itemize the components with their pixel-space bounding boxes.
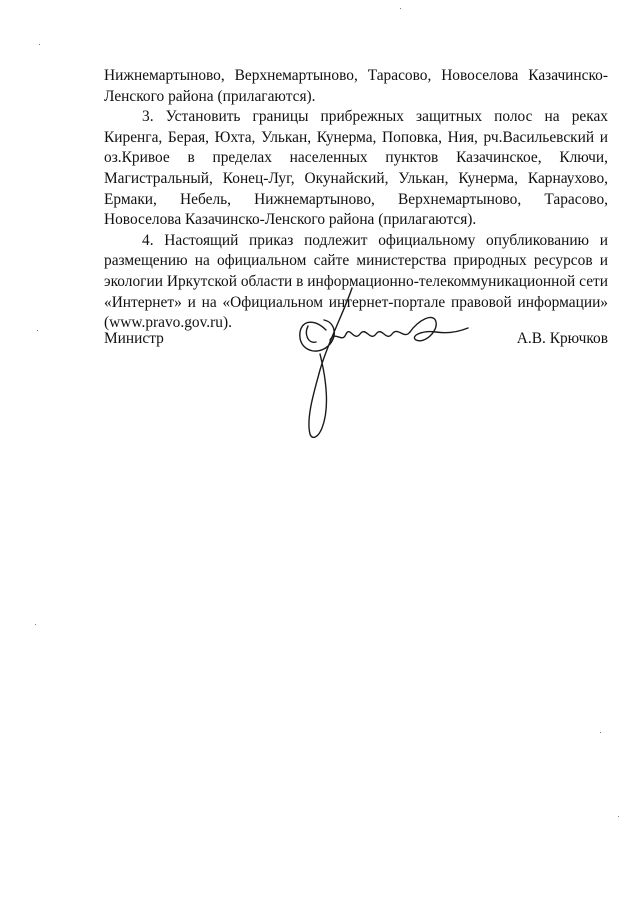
scan-speck bbox=[600, 732, 601, 733]
signature-row bbox=[104, 330, 608, 352]
signatory-name: А.В. Крючков bbox=[516, 330, 608, 347]
handwritten-signature bbox=[286, 282, 476, 442]
scan-speck bbox=[39, 44, 40, 45]
position-title: Министр bbox=[104, 330, 164, 347]
paragraph-item-3: 3. Установить границы прибрежных защитных полос на реках Киренга, Берая, Юхта, Улькан, Кунерма, Поповка, Ния, рч.Васильевский и оз.Кривое в пределах населенных пунктов Казачинское, Ключи, Магистральный, Конец-Луг, Окунайский, Улькан, Кунерма, Карнаухово, Ермаки, Небель, Нижнемартыново, Верхнемартыново, Тарасово, Новоселова Казачинско-Ленского района (прилагаются). bbox=[104, 108, 608, 229]
paragraph-item-4: 4. Настоящий приказ подлежит официальному опубликованию и размещению на официальном сайте министерства природных ресурсов и экологии Иркутской области в информационно-телекоммуникационной сети «Интернет» и на «Официальном интернет-портале правовой информации» (www.pravo.gov.ru). bbox=[104, 231, 608, 332]
paragraph-continuation: Нижнемартыново, Верхнемартыново, Тарасово, Новоселова Казачинско-Ленского района (прилагаются). bbox=[104, 67, 608, 105]
scan-speck bbox=[35, 624, 36, 625]
scan-speck bbox=[618, 816, 619, 817]
scan-speck bbox=[37, 330, 38, 331]
scan-speck bbox=[400, 8, 401, 9]
